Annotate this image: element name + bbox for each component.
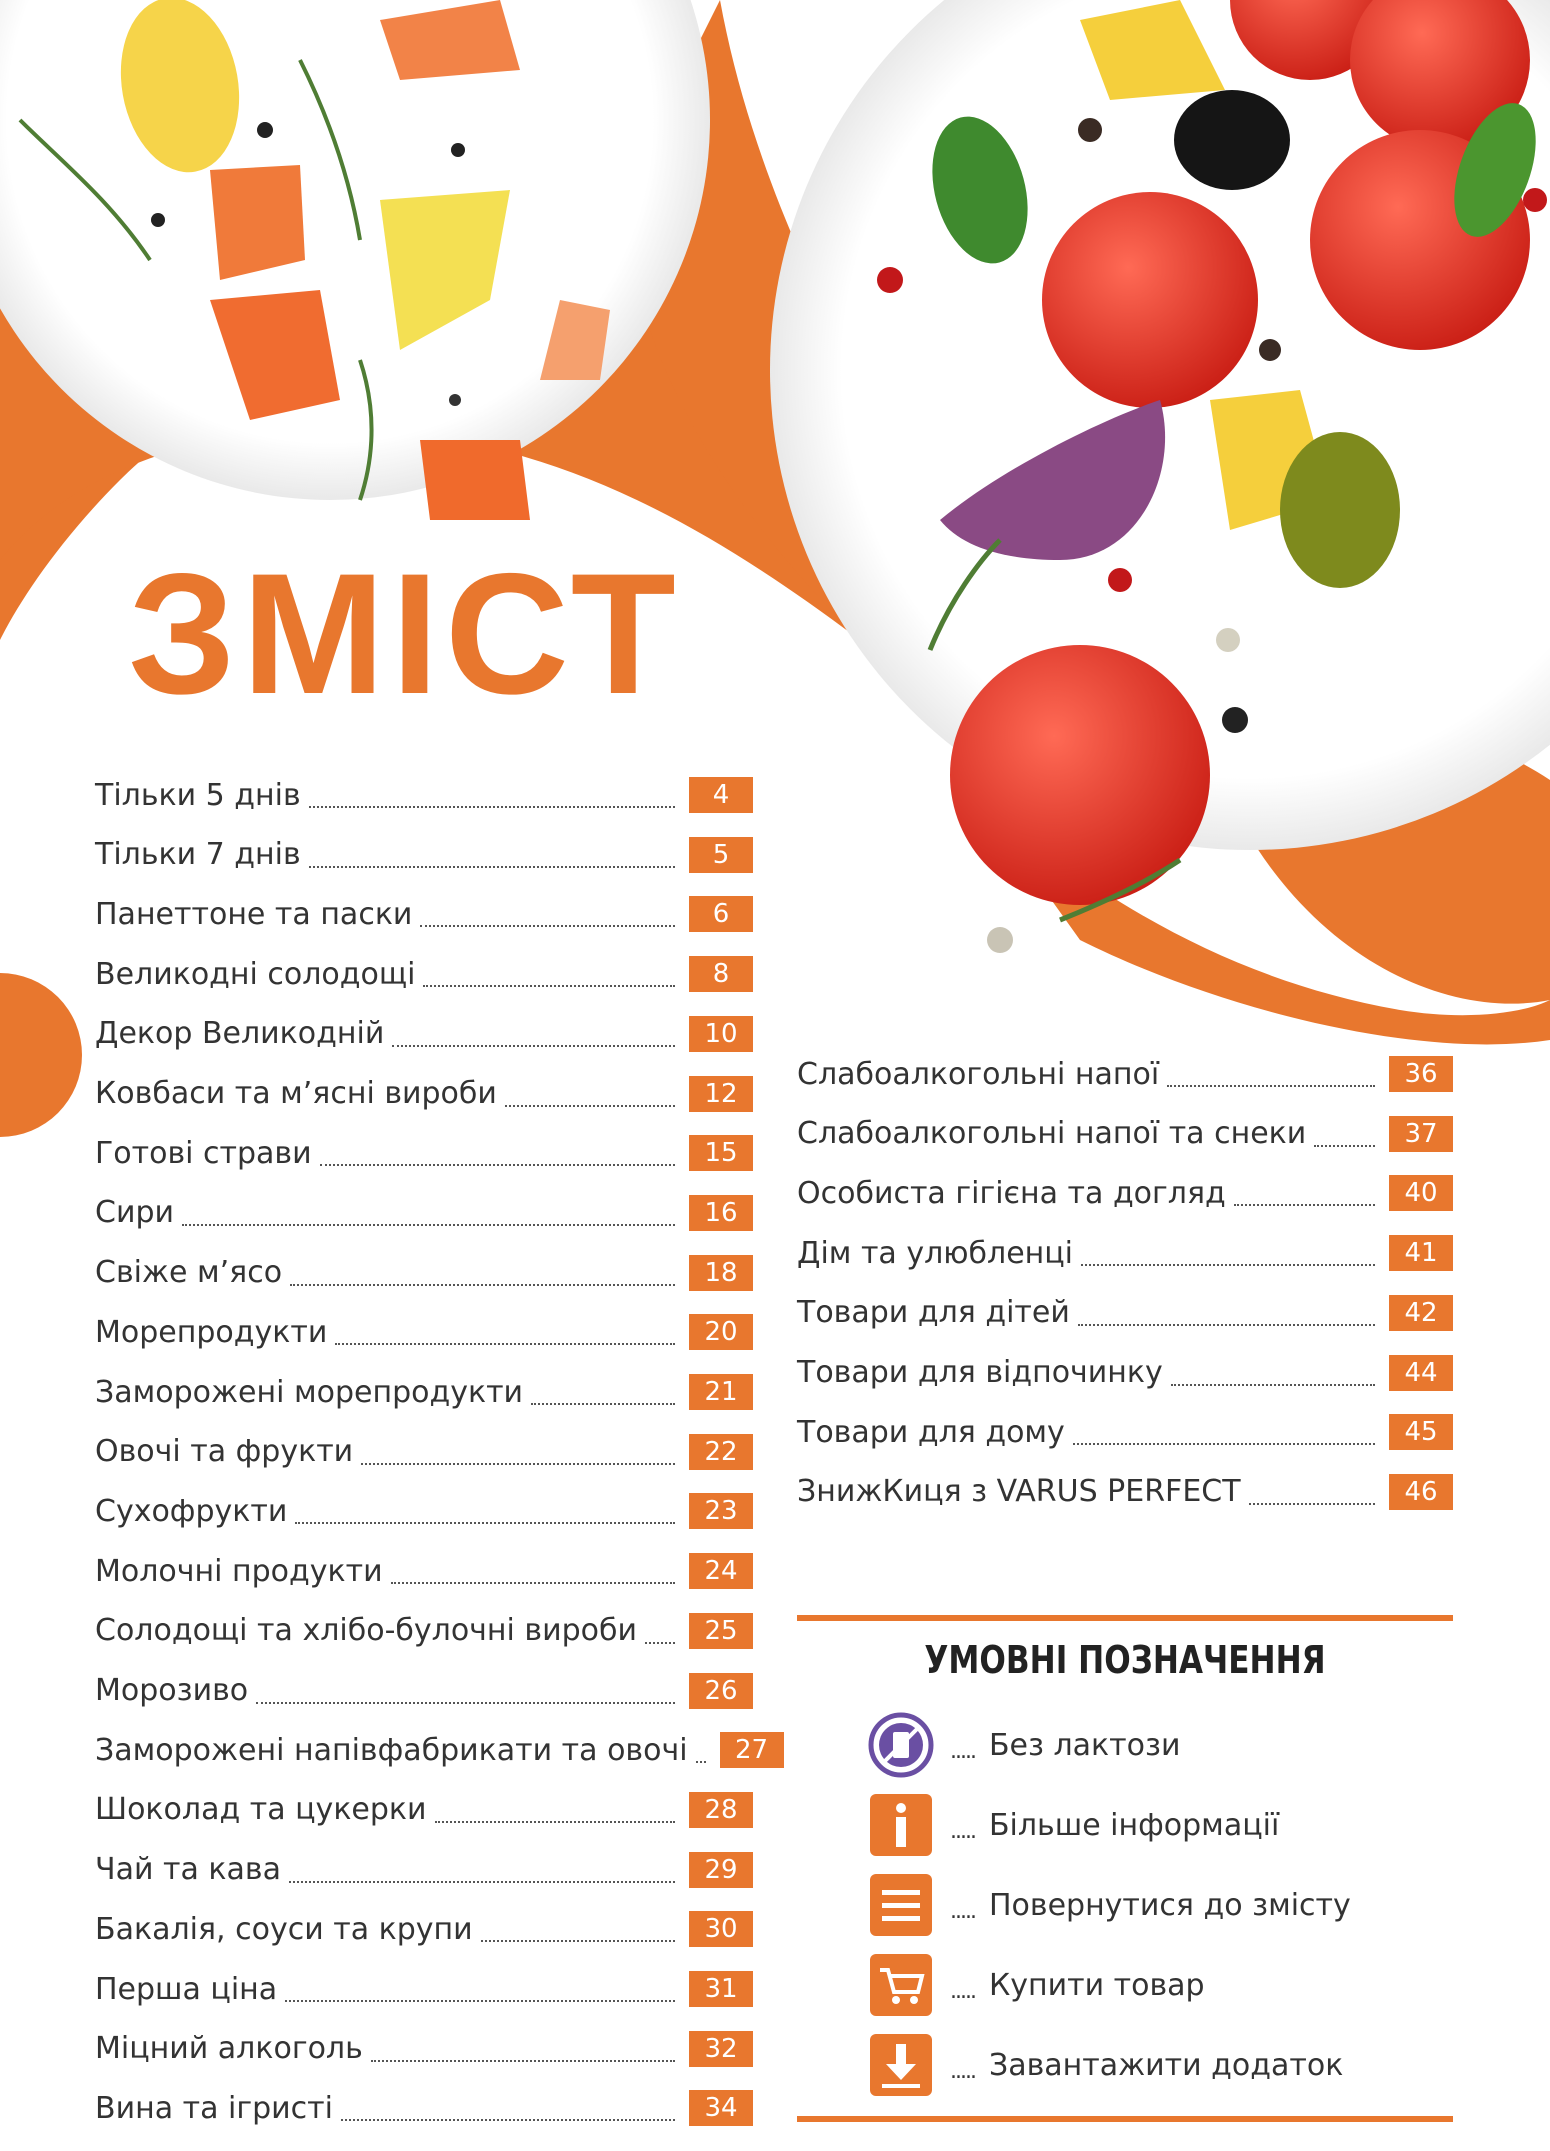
toc-entry-label: Заморожені морепродукти bbox=[95, 1374, 524, 1410]
toc-page-number[interactable]: 24 bbox=[689, 1553, 753, 1589]
toc-entry[interactable] bbox=[797, 1293, 1453, 1333]
toc-page-number[interactable]: 46 bbox=[1389, 1474, 1453, 1510]
toc-page-number[interactable]: 12 bbox=[689, 1076, 753, 1112]
toc-entry[interactable] bbox=[797, 1233, 1453, 1273]
toc-leader-dots bbox=[435, 1821, 675, 1823]
toc-page-number[interactable]: 18 bbox=[689, 1255, 753, 1291]
toc-entry-label: Перша ціна bbox=[95, 1971, 278, 2007]
toc-entry[interactable] bbox=[95, 1730, 769, 1770]
legend-row-cart bbox=[868, 1950, 1205, 2020]
toc-leader-dots bbox=[256, 1702, 675, 1704]
toc-entry-label: ЗнижКиця з VARUS PERFECT bbox=[797, 1474, 1241, 1510]
toc-leader-dots bbox=[420, 925, 675, 927]
legend-label-download: Завантажити додаток bbox=[988, 2047, 1344, 2083]
legend-label-menu: Повернутися до змісту bbox=[988, 1887, 1351, 1923]
toc-entry-label: Слабоалкогольні напої та снеки bbox=[797, 1116, 1307, 1152]
toc-entry-label: Великодні солодощі bbox=[95, 956, 416, 992]
toc-page-number[interactable]: 44 bbox=[1389, 1355, 1453, 1391]
toc-page-number[interactable]: 4 bbox=[689, 777, 753, 813]
toc-entry-label: Декор Великодній bbox=[95, 1016, 385, 1052]
legend-dots: ..... bbox=[950, 2058, 975, 2084]
shopping-cart-icon bbox=[868, 1952, 934, 2018]
toc-entry[interactable] bbox=[95, 2088, 753, 2128]
toc-leader-dots bbox=[481, 1940, 675, 1942]
toc-entry[interactable] bbox=[95, 1312, 753, 1352]
toc-leader-dots bbox=[309, 806, 675, 808]
toc-entry[interactable] bbox=[95, 1969, 753, 2009]
toc-page-number[interactable]: 28 bbox=[689, 1792, 753, 1828]
toc-page-number[interactable]: 40 bbox=[1389, 1175, 1453, 1211]
toc-page-number[interactable]: 29 bbox=[689, 1852, 753, 1888]
legend-dots: ..... bbox=[950, 1898, 975, 1924]
toc-leader-dots bbox=[696, 1761, 706, 1763]
download-icon bbox=[868, 2032, 934, 2098]
toc-entry[interactable] bbox=[95, 1909, 753, 1949]
toc-leader-dots bbox=[1314, 1145, 1375, 1147]
toc-page-number[interactable]: 22 bbox=[689, 1434, 753, 1470]
toc-entry-label: Міцний алкоголь bbox=[95, 2031, 363, 2067]
toc-leader-dots bbox=[505, 1105, 675, 1107]
toc-leader-dots bbox=[645, 1642, 675, 1644]
toc-page-number[interactable]: 16 bbox=[689, 1195, 753, 1231]
toc-page-number[interactable]: 41 bbox=[1389, 1235, 1453, 1271]
toc-entry-label: Товари для дому bbox=[797, 1414, 1065, 1450]
toc-page-number[interactable]: 25 bbox=[689, 1613, 753, 1649]
toc-leader-dots bbox=[335, 1343, 675, 1345]
toc-entry-label: Готові страви bbox=[95, 1135, 312, 1171]
toc-entry[interactable] bbox=[95, 1790, 753, 1830]
toc-leader-dots bbox=[290, 1284, 675, 1286]
toc-entry-label: Заморожені напівфабрикати та овочі bbox=[95, 1732, 688, 1768]
toc-entry[interactable] bbox=[797, 1173, 1453, 1213]
menu-list-icon bbox=[868, 1872, 934, 1938]
toc-entry[interactable] bbox=[95, 835, 753, 875]
toc-entry[interactable] bbox=[95, 2029, 753, 2069]
toc-leader-dots bbox=[309, 866, 675, 868]
toc-entry[interactable] bbox=[797, 1472, 1453, 1512]
toc-entry[interactable] bbox=[95, 1491, 753, 1531]
legend-dots: ..... bbox=[950, 1738, 975, 1764]
toc-page-number[interactable]: 6 bbox=[689, 896, 753, 932]
toc-entry-label: Солодощі та хлібо-булочні вироби bbox=[95, 1613, 637, 1649]
toc-entry[interactable] bbox=[95, 1850, 753, 1890]
toc-entry-label: Молочні продукти bbox=[95, 1553, 383, 1589]
toc-leader-dots bbox=[320, 1164, 675, 1166]
legend-row-download bbox=[868, 2030, 1343, 2100]
toc-entry-label: Морозиво bbox=[95, 1673, 249, 1708]
toc-leader-dots bbox=[1078, 1324, 1375, 1326]
toc-leader-dots bbox=[531, 1403, 675, 1405]
toc-entry[interactable] bbox=[95, 1014, 753, 1054]
toc-leader-dots bbox=[295, 1522, 675, 1524]
toc-leader-dots bbox=[392, 1045, 675, 1047]
toc-entry-label: Тільки 7 днів bbox=[95, 837, 301, 873]
toc-entry-label: Чай та кава bbox=[95, 1852, 281, 1888]
toc-page-number[interactable]: 30 bbox=[689, 1911, 753, 1947]
toc-entry[interactable] bbox=[797, 1114, 1453, 1154]
toc-entry-label: Ковбаси та м’ясні вироби bbox=[95, 1076, 497, 1111]
toc-entry[interactable] bbox=[797, 1412, 1453, 1452]
toc-leader-dots bbox=[182, 1224, 675, 1226]
toc-entry-label: Овочі та фрукти bbox=[95, 1434, 354, 1470]
toc-entry[interactable] bbox=[95, 1611, 753, 1651]
toc-page-number[interactable]: 23 bbox=[689, 1493, 753, 1529]
toc-entry-label: Тільки 5 днів bbox=[95, 777, 301, 813]
legend-label-info: Більше інформації bbox=[988, 1807, 1280, 1843]
toc-entry-label: Вина та ігристі bbox=[95, 2090, 333, 2126]
toc-leader-dots bbox=[289, 1881, 675, 1883]
toc-page-number[interactable]: 36 bbox=[1389, 1056, 1453, 1092]
toc-entry-label: Товари для дітей bbox=[797, 1295, 1070, 1331]
legend-label-cart: Купити товар bbox=[988, 1967, 1205, 2003]
toc-entry-label: Сири bbox=[95, 1195, 174, 1231]
toc-leader-dots bbox=[1234, 1204, 1375, 1206]
toc-leader-dots bbox=[361, 1463, 675, 1465]
toc-leader-dots bbox=[1081, 1264, 1375, 1266]
legend-row-menu bbox=[868, 1870, 1351, 1940]
toc-page-number[interactable]: 5 bbox=[689, 837, 753, 873]
toc-page-number[interactable]: 32 bbox=[689, 2031, 753, 2067]
toc-entry-label: Особиста гігієна та догляд bbox=[797, 1175, 1226, 1211]
toc-leader-dots bbox=[285, 2000, 675, 2002]
toc-entry-label: Шоколад та цукерки bbox=[95, 1792, 427, 1828]
legend-dots: ..... bbox=[950, 1978, 975, 2004]
toc-entry[interactable] bbox=[95, 1193, 753, 1233]
toc-entry-label: Слабоалкогольні напої bbox=[797, 1056, 1160, 1092]
toc-entry[interactable] bbox=[95, 1551, 753, 1591]
legend-bottom-rule bbox=[797, 2116, 1453, 2122]
toc-entry[interactable] bbox=[797, 1353, 1453, 1393]
legend-label-lactose: Без лактози bbox=[988, 1727, 1181, 1763]
toc-page-number[interactable]: 10 bbox=[689, 1016, 753, 1052]
toc-entry[interactable] bbox=[95, 775, 753, 815]
toc-leader-dots bbox=[371, 2060, 675, 2062]
toc-page-number[interactable]: 20 bbox=[689, 1314, 753, 1350]
toc-page-number[interactable]: 37 bbox=[1389, 1116, 1453, 1152]
toc-entry[interactable] bbox=[95, 1133, 753, 1173]
toc-leader-dots bbox=[1073, 1443, 1375, 1445]
toc-page-number[interactable]: 42 bbox=[1389, 1295, 1453, 1331]
legend-row-info bbox=[868, 1790, 1279, 1860]
toc-page-number[interactable]: 8 bbox=[689, 956, 753, 992]
toc-page-number[interactable]: 15 bbox=[689, 1135, 753, 1171]
legend-row-lactose bbox=[868, 1710, 1180, 1780]
lactose-free-icon bbox=[868, 1712, 934, 1778]
toc-page-number[interactable]: 26 bbox=[689, 1673, 753, 1709]
toc-leader-dots bbox=[341, 2119, 675, 2121]
page-title: ЗМІСТ bbox=[128, 538, 682, 730]
legend-dots: ..... bbox=[950, 1818, 975, 1844]
toc-entry[interactable] bbox=[95, 1432, 753, 1472]
info-icon bbox=[868, 1792, 934, 1858]
toc-entry-label: Морепродукти bbox=[95, 1314, 328, 1350]
toc-entry[interactable] bbox=[95, 1074, 753, 1114]
toc-page-number[interactable]: 27 bbox=[720, 1732, 784, 1768]
toc-entry[interactable] bbox=[95, 894, 753, 934]
toc-leader-dots bbox=[391, 1582, 675, 1584]
toc-page-number[interactable]: 34 bbox=[689, 2090, 753, 2126]
toc-entry[interactable] bbox=[95, 1253, 753, 1293]
toc-entry[interactable] bbox=[95, 1671, 753, 1711]
toc-leader-dots bbox=[1167, 1085, 1375, 1087]
toc-leader-dots bbox=[423, 985, 675, 987]
toc-entry[interactable] bbox=[95, 1372, 753, 1412]
toc-page-number[interactable]: 21 bbox=[689, 1374, 753, 1410]
toc-leader-dots bbox=[1171, 1384, 1375, 1386]
toc-entry-label: Свіже м’ясо bbox=[95, 1255, 283, 1291]
toc-entry-label: Бакалія, соуси та крупи bbox=[95, 1911, 473, 1947]
toc-entry[interactable] bbox=[95, 954, 753, 994]
toc-entry-label: Дім та улюбленці bbox=[797, 1235, 1074, 1271]
legend-top-rule bbox=[797, 1615, 1453, 1621]
toc-entry-label: Товари для відпочинку bbox=[797, 1355, 1163, 1390]
legend-title: УМОВНІ ПОЗНАЧЕННЯ bbox=[924, 1638, 1326, 1682]
toc-entry[interactable] bbox=[797, 1054, 1453, 1094]
toc-page-number[interactable]: 45 bbox=[1389, 1414, 1453, 1450]
toc-leader-dots bbox=[1249, 1503, 1375, 1505]
toc-entry-label: Сухофрукти bbox=[95, 1493, 288, 1529]
toc-entry-label: Панеттоне та паски bbox=[95, 896, 413, 932]
toc-page-number[interactable]: 31 bbox=[689, 1971, 753, 2007]
